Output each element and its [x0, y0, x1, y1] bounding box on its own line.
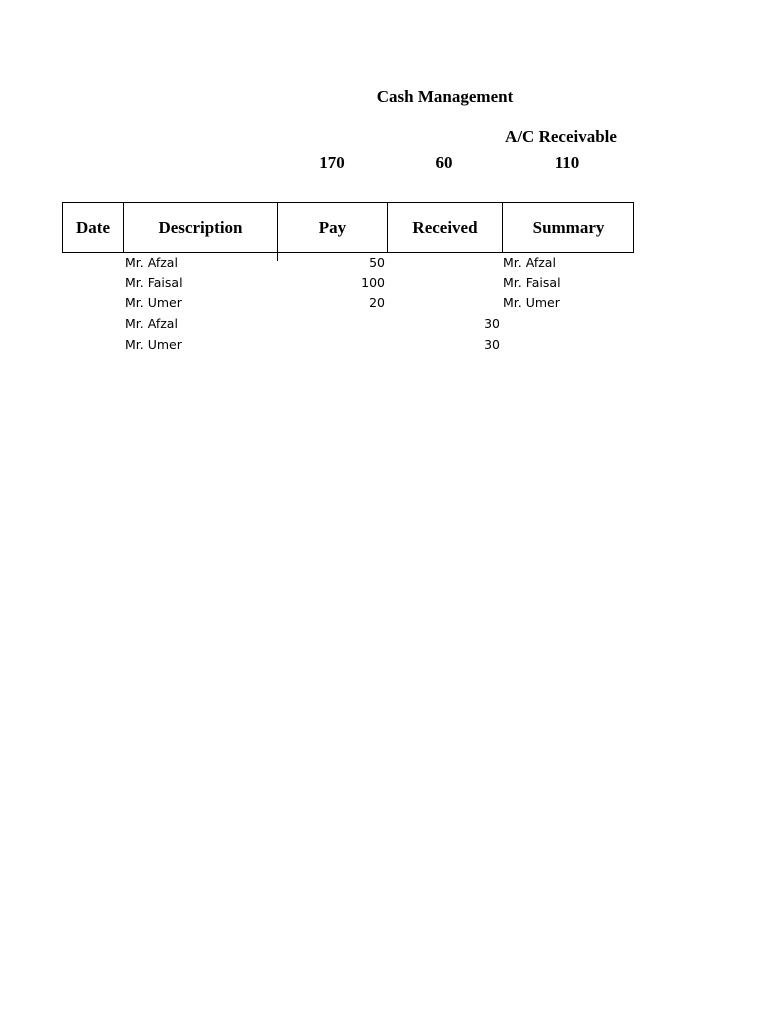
total-summary: 110 — [554, 153, 580, 172]
column-header-received[interactable]: Received — [412, 218, 478, 237]
row-description[interactable]: Mr. Afzal — [125, 316, 178, 331]
row-pay[interactable]: 20 — [369, 295, 385, 310]
row-summary[interactable]: Mr. Umer — [503, 295, 560, 310]
sheet-subtitle: A/C Receivable — [505, 127, 617, 146]
row-received[interactable]: 30 — [484, 337, 500, 352]
column-header-pay[interactable]: Pay — [318, 218, 347, 237]
total-received: 60 — [435, 153, 453, 172]
total-pay: 170 — [319, 153, 345, 172]
column-header-summary[interactable]: Summary — [532, 218, 605, 237]
row-description[interactable]: Mr. Afzal — [125, 255, 178, 270]
sheet-title: Cash Management — [376, 87, 514, 106]
row-description[interactable]: Mr. Umer — [125, 337, 182, 352]
row-description[interactable]: Mr. Faisal — [125, 275, 183, 290]
row-pay[interactable]: 100 — [361, 275, 385, 290]
row-summary[interactable]: Mr. Faisal — [503, 275, 561, 290]
column-header-description[interactable]: Description — [158, 218, 243, 237]
row-description[interactable]: Mr. Umer — [125, 295, 182, 310]
column-divider — [277, 253, 278, 261]
column-header-date[interactable]: Date — [76, 218, 110, 237]
row-received[interactable]: 30 — [484, 316, 500, 331]
row-pay[interactable]: 50 — [369, 255, 385, 270]
row-summary[interactable]: Mr. Afzal — [503, 255, 556, 270]
